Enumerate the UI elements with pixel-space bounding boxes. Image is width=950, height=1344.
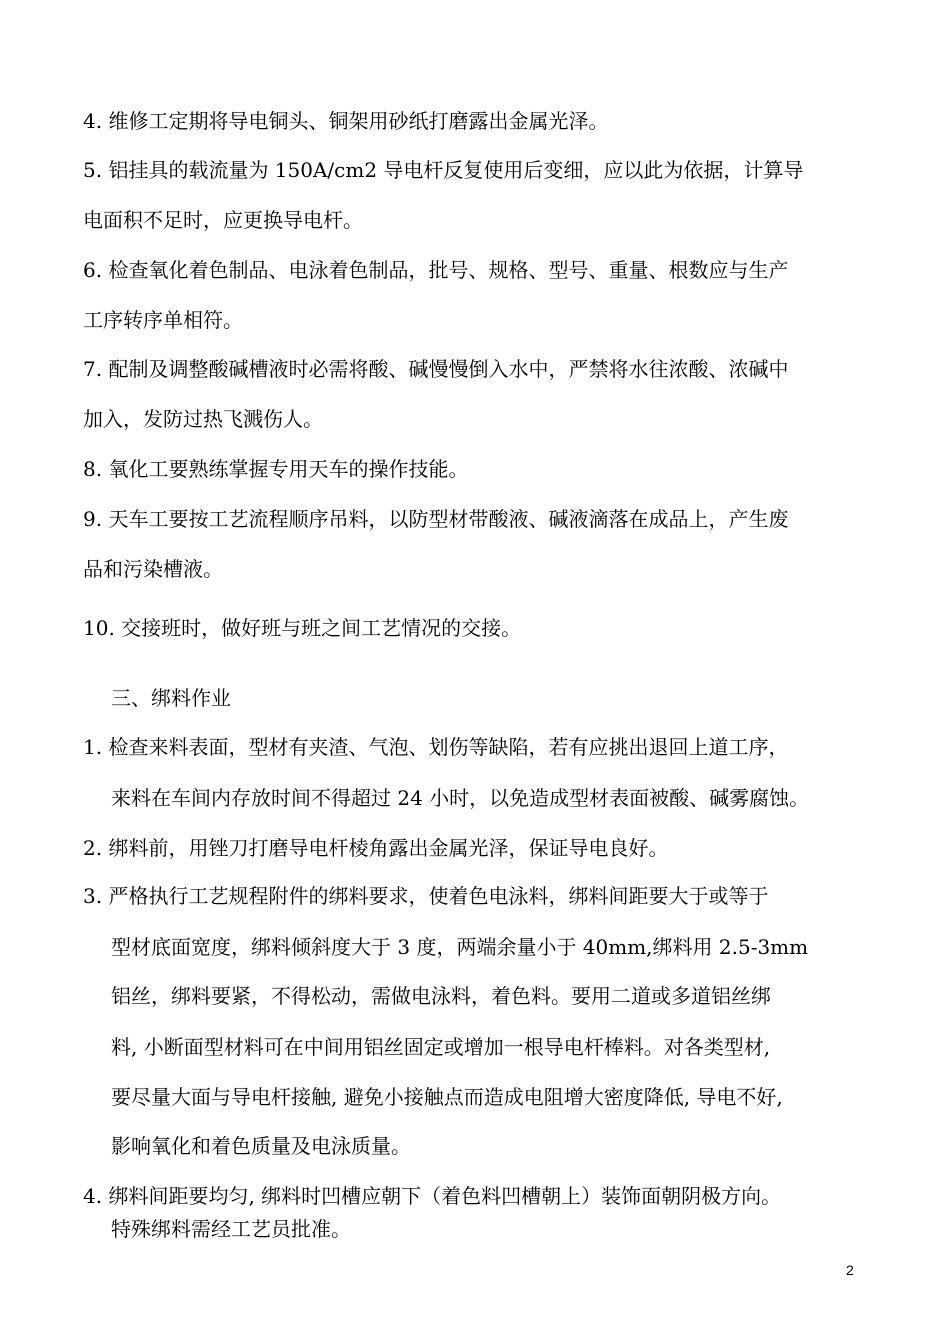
text-line-item-8: 8. 氧化工要熟练掌握专用天车的操作技能。 — [83, 457, 469, 481]
text-line-binding-3-cont-4: 要尽量大面与导电杆接触, 避免小接触点而造成电阻增大密度降低, 导电不好, — [111, 1085, 783, 1109]
section-heading: 三、绑料作业 — [111, 686, 231, 710]
text-line-item-9: 9. 天车工要按工艺流程顺序吊料，以防型材带酸液、碱液滴落在成品上，产生废 — [83, 507, 789, 531]
text-line-item-7: 7. 配制及调整酸碱槽液时必需将酸、碱慢慢倒入水中，严禁将水往浓酸、浓碱中 — [83, 357, 789, 381]
text-line-item-10: 10. 交接班时，做好班与班之间工艺情况的交接。 — [83, 616, 522, 640]
text-line-item-6: 6. 检查氧化着色制品、电泳着色制品，批号、规格、型号、重量、根数应与生产 — [83, 258, 789, 282]
page-number: 2 — [846, 1262, 854, 1278]
text-line-binding-1: 1. 检查来料表面，型材有夹渣、气泡、划伤等缺陷，若有应挑出退回上道工序， — [83, 735, 789, 759]
text-line-item-5: 5. 铝挂具的载流量为 150A/cm2 导电杆反复使用后变细，应以此为依据，计算导 — [83, 158, 804, 182]
text-line-binding-3: 3. 严格执行工艺规程附件的绑料要求，使着色电泳料，绑料间距要大于或等于 — [83, 884, 769, 908]
text-line-binding-4: 4. 绑料间距要均匀, 绑料时凹槽应朝下（着色料凹槽朝上）装饰面朝阴极方向。 — [83, 1184, 782, 1208]
text-line-item-7-cont: 加入，发防过热飞溅伤人。 — [83, 407, 323, 431]
text-line-binding-2: 2. 绑料前，用锉刀打磨导电杆棱角露出金属光泽，保证导电良好。 — [83, 836, 669, 860]
text-line-item-6-cont: 工序转序单相符。 — [83, 308, 243, 332]
text-line-binding-4-cont: 特殊绑料需经工艺员批准。 — [111, 1217, 351, 1241]
text-line-binding-3-cont-1: 型材底面宽度，绑料倾斜度大于 3 度，两端余量小于 40mm,绑料用 2.5-3mm — [111, 935, 809, 959]
text-line-binding-3-cont-3: 料, 小断面型材料可在中间用铝丝固定或增加一根导电杆棒料。对各类型材, — [111, 1035, 771, 1059]
text-line-binding-3-cont-5: 影响氧化和着色质量及电泳质量。 — [111, 1134, 411, 1158]
text-line-item-5-cont: 电面积不足时，应更换导电杆。 — [83, 208, 363, 232]
text-line-binding-1-cont: 来料在车间内存放时间不得超过 24 小时，以免造成型材表面被酸、碱雾腐蚀。 — [111, 786, 810, 810]
text-line-item-4: 4. 维修工定期将导电铜头、铜架用砂纸打磨露出金属光泽。 — [83, 109, 609, 133]
text-line-binding-3-cont-2: 铝丝，绑料要紧，不得松动，需做电泳料，着色料。要用二道或多道铝丝绑 — [111, 984, 771, 1008]
text-line-item-9-cont: 品和污染槽液。 — [83, 557, 223, 581]
